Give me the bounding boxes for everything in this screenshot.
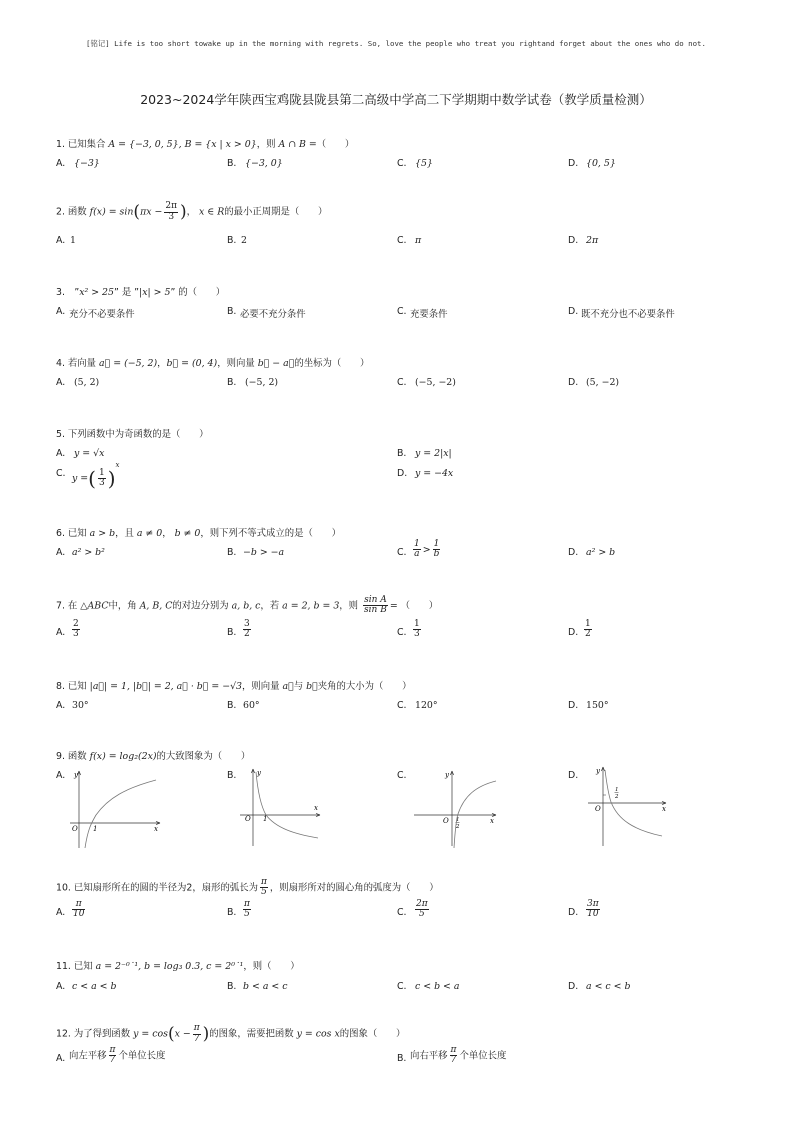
question-text: 的图象，需要把函数 <box>209 1028 294 1040</box>
option-b-label: B. <box>397 1053 407 1064</box>
option-d[interactable]: {0, 5} <box>586 158 616 169</box>
option-c[interactable]: 充要条件 <box>410 309 448 320</box>
option-c[interactable] <box>72 461 119 491</box>
option-c-label: C. <box>397 547 407 558</box>
origin-label: O <box>443 817 449 825</box>
fraction-numerator: 1 <box>414 539 420 549</box>
option-b-label: B. <box>227 158 237 169</box>
option-c[interactable]: π <box>415 235 422 246</box>
tick-label-one: 1 <box>93 825 98 833</box>
fraction-denominator: 2 <box>585 629 591 640</box>
origin-label: O <box>245 815 251 823</box>
option-c[interactable]: c < b < a <box>415 981 460 992</box>
graph-b-svg <box>236 766 326 848</box>
question-10 <box>56 878 439 898</box>
option-a[interactable] <box>69 1046 165 1066</box>
fraction-numerator: π <box>260 877 267 887</box>
math-expression: y = <box>72 473 89 484</box>
question-2 <box>56 202 327 222</box>
option-b[interactable]: (−5, 2) <box>245 377 279 388</box>
fraction <box>433 540 441 560</box>
option-c-label: C. <box>397 235 407 246</box>
option-c[interactable]: {5} <box>415 158 433 169</box>
option-d-label: D. <box>568 627 579 638</box>
option-a-label: A. <box>56 377 66 388</box>
x-axis-label: x <box>314 804 318 812</box>
graph-a-svg <box>66 768 166 850</box>
option-b[interactable]: y = 2|x| <box>415 448 452 459</box>
question-text: 3. ” <box>56 287 80 298</box>
curve <box>256 772 318 838</box>
fraction <box>260 878 268 898</box>
fraction-denominator: 5 <box>418 909 425 920</box>
option-a-label: A. <box>56 700 66 711</box>
option-b-label: B. <box>227 235 237 246</box>
math-expression: b⃗ − a⃗ <box>257 358 295 369</box>
fraction-denominator: a <box>414 549 420 560</box>
fraction-numerator: π <box>109 1045 116 1055</box>
option-a-label: A. <box>56 770 66 781</box>
fraction-numerator: 1 <box>433 539 440 549</box>
fraction <box>450 1046 458 1066</box>
math-expression: A = {−3, 0, 5} <box>108 139 179 150</box>
page-title: 2023~2024学年陕西宝鸡陇县陇县第二高级中学高二下学期期中数学试卷（教学质量检测） <box>140 92 652 107</box>
option-b-label: B. <box>397 448 407 459</box>
option-d-label: D. <box>568 700 579 711</box>
math-expression: b⃗ = (0, 4) <box>166 358 218 369</box>
option-b-label: B. <box>227 907 237 918</box>
option-c-label: C. <box>397 770 407 781</box>
math-expression: a = 2⁻⁰˙¹, b = log₃ 0.3, c = 2⁰˙¹ <box>95 961 244 972</box>
option-a-label: A. <box>56 448 66 459</box>
question-text: 1. 已知集合 <box>56 139 106 150</box>
graph-d-svg <box>586 764 674 848</box>
option-a-label: A. <box>56 1053 66 1064</box>
paren-close: ) <box>202 1024 210 1044</box>
answer-blank: 夹角的大小为（ ） <box>317 681 412 692</box>
fraction <box>413 540 421 560</box>
origin-label: O <box>72 825 78 833</box>
fraction-denominator: b <box>433 549 440 560</box>
option-c-label: C. <box>397 377 407 388</box>
option-a[interactable]: 30° <box>72 700 89 711</box>
question-text: ，则向量 <box>217 358 255 369</box>
math-expression: x − <box>174 1028 191 1040</box>
answer-blank: ，则扇形所对的圆心角的弧度为（ ） <box>269 882 439 894</box>
option-d-label: D. <box>568 235 579 246</box>
math-expression: , B = {x | x > 0} <box>178 139 257 150</box>
x-axis-label: x <box>154 825 158 833</box>
option-a-label: A. <box>56 547 66 558</box>
fraction-numerator: π <box>450 1045 457 1055</box>
option-b-label: B. <box>227 981 237 992</box>
fraction-numerator: 1 <box>98 467 105 478</box>
paren-close: ) <box>107 466 116 491</box>
option-b-label: B. <box>227 306 237 317</box>
fraction-numerator: 2π <box>416 899 428 909</box>
answer-blank: 的最小正周期是（ ） <box>224 206 328 218</box>
option-b[interactable] <box>243 900 251 920</box>
option-a[interactable]: (5, 2) <box>74 377 100 388</box>
option-b[interactable] <box>410 1046 506 1066</box>
math-expression: f(x) = sin <box>89 206 134 218</box>
fraction-denominator: 5 <box>261 887 267 898</box>
paren-close: ) <box>180 202 187 222</box>
question-text: ， <box>186 206 197 218</box>
question-1 <box>56 136 354 150</box>
option-a-label: A. <box>56 627 66 638</box>
option-a[interactable]: a² > b² <box>72 547 105 558</box>
tick-label-half-numerator: 1 <box>615 787 619 793</box>
question-6 <box>56 525 341 539</box>
header-motto: [铭记] Life is too short towake up in the morning with regrets. So, love the people who treat you rightand forget about the ones who do not. <box>86 39 706 48</box>
fraction <box>193 1024 201 1044</box>
question-text: 2. 函数 <box>56 206 87 218</box>
exponent: x <box>115 461 120 469</box>
question-4 <box>56 355 369 369</box>
graph-c-svg <box>412 768 502 850</box>
option-d[interactable]: a² > b <box>586 547 616 558</box>
paren-open: ( <box>88 466 96 491</box>
option-a[interactable]: 1 <box>70 235 76 246</box>
fraction <box>98 469 106 489</box>
x-axis-label: x <box>662 805 666 813</box>
question-7 <box>56 596 438 616</box>
fraction-numerator: 2 <box>73 619 79 629</box>
fraction-numerator: 1 <box>414 619 420 629</box>
math-expression: a = 2, b = 3 <box>282 600 340 612</box>
question-text: ，则向量 <box>242 681 280 692</box>
option-d[interactable] <box>586 900 600 920</box>
option-b[interactable] <box>243 620 251 640</box>
option-c-label: C. <box>397 306 407 317</box>
fraction-numerator: sin A <box>364 595 387 605</box>
question-text: 的对边分别为 <box>172 600 229 612</box>
option-text: 向左平移 <box>69 1050 107 1062</box>
fraction-denominator: 7 <box>450 1055 457 1066</box>
fraction-numerator: π <box>72 900 85 910</box>
option-c-label: C. <box>397 907 407 918</box>
option-c[interactable] <box>413 620 421 640</box>
option-b[interactable]: 60° <box>243 700 260 711</box>
question-text: 12. 为了得到函数 <box>56 1028 131 1040</box>
fraction-denominator: 10 <box>587 909 599 920</box>
fraction-denominator: 7 <box>109 1055 116 1066</box>
fraction-denominator: 3 <box>414 629 420 640</box>
option-a-graph[interactable] <box>66 768 166 854</box>
option-b[interactable]: {−3, 0} <box>245 158 283 169</box>
option-d-label: D. <box>568 770 579 781</box>
option-b-label: B. <box>227 377 237 388</box>
question-3 <box>56 284 225 298</box>
tick-label-one: 1 <box>263 815 268 823</box>
option-d-label: D. <box>568 306 579 317</box>
option-a[interactable]: c < a < b <box>72 981 117 992</box>
option-c-graph[interactable] <box>412 768 502 854</box>
option-c-label: C. <box>397 700 407 711</box>
origin-label: O <box>595 805 601 813</box>
question-text: 6. 已知 <box>56 528 87 539</box>
option-c[interactable]: 120° <box>415 700 438 711</box>
question-5: 5. 下列函数中为奇函数的是（ ） <box>56 429 209 440</box>
question-text: 9. 函数 <box>56 751 87 762</box>
option-text: 向右平移 <box>410 1050 448 1062</box>
option-d-label: D. <box>568 907 579 918</box>
math-expression: y = cos <box>133 1028 168 1040</box>
fraction-denominator: 3 <box>168 211 175 222</box>
math-expression: |x| > 5 <box>139 287 171 298</box>
math-expression: A ∩ B = <box>278 139 317 150</box>
math-expression: a, b, c <box>231 600 261 612</box>
question-text: ” 是 ” <box>113 287 140 298</box>
paren-open: ( <box>133 202 141 222</box>
question-text: ，若 <box>260 600 280 612</box>
question-text: 中，角 <box>108 600 137 612</box>
option-a-label: A. <box>56 158 66 169</box>
question-text: ，则 <box>256 139 276 150</box>
question-11 <box>56 958 300 972</box>
math-expression: πx − <box>140 206 163 218</box>
fraction-denominator: 3 <box>98 478 105 488</box>
math-expression: y = cos x <box>296 1028 340 1040</box>
question-text: ， <box>157 358 167 369</box>
option-text: 个单位长度 <box>118 1050 166 1062</box>
y-axis-label: y <box>74 771 78 779</box>
paren-open: ( <box>167 1024 175 1044</box>
fraction <box>109 1046 117 1066</box>
option-d[interactable]: a < c < b <box>586 981 631 992</box>
option-d[interactable]: 150° <box>586 700 609 711</box>
answer-blank: 的图象（ ） <box>339 1028 406 1040</box>
option-a-label: A. <box>56 306 66 317</box>
math-expression: △ABC <box>80 600 109 612</box>
question-text: 与 <box>293 681 304 692</box>
question-text: 8. 已知 <box>56 681 87 692</box>
y-axis-label: y <box>257 769 261 777</box>
fraction <box>164 202 178 222</box>
option-c-label: C. <box>56 468 66 479</box>
option-d-label: D. <box>568 377 579 388</box>
option-b[interactable]: −b > −a <box>243 547 285 558</box>
option-b-label: B. <box>227 627 237 638</box>
answer-blank: ” 的（ ） <box>170 287 226 298</box>
option-a[interactable] <box>72 900 85 920</box>
answer-blank: 的坐标为（ ） <box>294 358 370 369</box>
answer-blank: ，则下列不等式成立的是（ ） <box>200 528 341 539</box>
option-text: 个单位长度 <box>459 1050 507 1062</box>
fraction-denominator: 3 <box>73 629 79 640</box>
question-text: 4. 若向量 <box>56 358 97 369</box>
answer-blank: ，则（ ） <box>243 961 300 972</box>
fraction-numerator: 2π <box>165 201 178 212</box>
option-d[interactable] <box>584 620 592 640</box>
option-a[interactable] <box>72 620 80 640</box>
option-a-label: A. <box>56 235 66 246</box>
question-9 <box>56 748 250 762</box>
answer-blank: （ ） <box>316 139 355 150</box>
option-c-label: C. <box>397 158 407 169</box>
option-d[interactable]: 2π <box>586 235 599 246</box>
math-expression: a⃗ <box>282 681 294 692</box>
question-text: 7. 在 <box>56 600 78 612</box>
option-b-graph[interactable] <box>236 766 326 852</box>
tick-label-half-denominator: 2 <box>615 794 619 800</box>
question-text: 10. 已知扇形所在的圆的半径为2，扇形的弧长为 <box>56 882 258 894</box>
question-12 <box>56 1024 405 1044</box>
option-a-label: A. <box>56 981 66 992</box>
y-axis-label: y <box>445 771 449 779</box>
math-expression: x² > 25 <box>79 287 114 298</box>
option-d[interactable]: 既不充分也不必要条件 <box>581 309 675 320</box>
fraction-denominator: 10 <box>73 909 85 920</box>
fraction-numerator: 1 <box>585 619 591 629</box>
option-d[interactable]: y = −4x <box>415 468 454 479</box>
option-b-label: B. <box>227 770 237 781</box>
math-operator: > <box>422 544 431 556</box>
question-text: ，且 <box>115 528 134 539</box>
answer-blank: = （ ） <box>389 600 439 612</box>
option-b[interactable]: 必要不充分条件 <box>240 309 306 320</box>
option-a[interactable]: y = √x <box>74 448 105 459</box>
fraction-denominator: 7 <box>193 1033 200 1044</box>
math-expression: A, B, C <box>139 600 173 612</box>
math-expression: |a⃗| = 1, |b⃗| = 2, a⃗ · b⃗ = −√3 <box>89 681 243 692</box>
option-d-label: D. <box>568 547 579 558</box>
math-expression: f(x) = log₂(2x) <box>89 751 157 762</box>
fraction-numerator: 3π <box>587 899 599 909</box>
tick-label-half-denominator: 2 <box>456 824 460 830</box>
fraction-numerator: π <box>244 899 250 909</box>
option-a[interactable]: 充分不必要条件 <box>69 309 135 320</box>
fraction-numerator: 3 <box>244 619 250 629</box>
math-expression: a ≠ 0 <box>136 528 163 539</box>
math-expression: b ≠ 0 <box>174 528 201 539</box>
fraction-denominator: 5 <box>244 909 250 920</box>
option-c-label: C. <box>397 981 407 992</box>
option-d[interactable]: (5, −2) <box>586 377 620 388</box>
question-text: 11. 已知 <box>56 961 93 972</box>
fraction <box>363 596 388 616</box>
option-b[interactable]: 2 <box>241 235 247 246</box>
option-c[interactable]: (−5, −2) <box>415 377 456 388</box>
curve <box>454 781 496 848</box>
option-c[interactable] <box>411 540 442 560</box>
math-expression: x ∈ R <box>199 206 225 218</box>
option-d-label: D. <box>568 158 579 169</box>
fraction-denominator: sin B <box>364 605 387 616</box>
option-c-label: C. <box>397 627 407 638</box>
math-expression: a > b <box>89 528 116 539</box>
option-d-graph[interactable] <box>586 764 674 852</box>
x-axis-label: x <box>490 817 494 825</box>
option-b[interactable]: b < a < c <box>243 981 288 992</box>
option-c[interactable] <box>415 900 429 920</box>
question-8 <box>56 678 412 692</box>
option-a[interactable]: {−3} <box>74 158 100 169</box>
option-b-label: B. <box>227 547 237 558</box>
option-d-label: D. <box>397 468 408 479</box>
fraction-numerator: π <box>193 1023 200 1034</box>
y-axis-label: y <box>596 767 600 775</box>
answer-blank: 的大致图象为（ ） <box>156 751 251 762</box>
math-expression: b⃗ <box>306 681 318 692</box>
math-expression: a⃗ = (−5, 2) <box>99 358 158 369</box>
question-text: ， <box>162 528 172 539</box>
tick-label-half-numerator: 1 <box>456 817 460 823</box>
curve <box>85 780 156 848</box>
question-text: ，则 <box>339 600 359 612</box>
fraction-denominator: 2 <box>244 629 250 640</box>
option-b-label: B. <box>227 700 237 711</box>
option-d-label: D. <box>568 981 579 992</box>
option-a-label: A. <box>56 907 66 918</box>
